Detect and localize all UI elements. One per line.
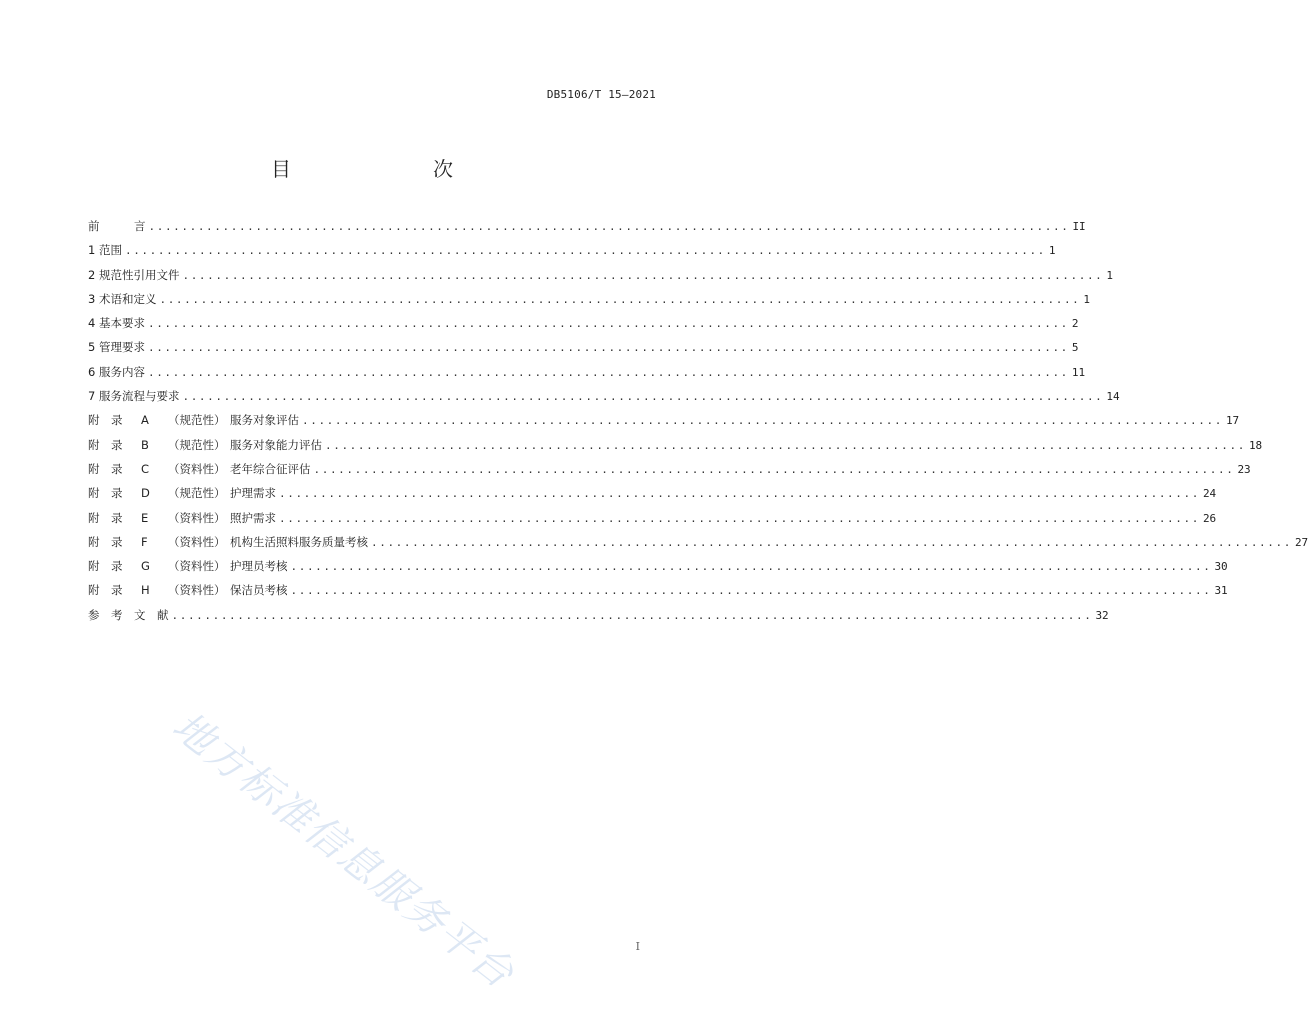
toc-page-number: 23 xyxy=(1237,462,1251,476)
toc-entry-annex-d[interactable] xyxy=(88,485,1217,509)
annex-word: 附 录 xyxy=(88,510,123,525)
toc-page-number: 18 xyxy=(1248,438,1263,452)
toc-page-number: 11 xyxy=(1071,365,1086,379)
annex-word: 附 录 xyxy=(88,413,123,428)
toc-leader-dots: ................................................................................................................ xyxy=(290,584,1212,598)
annex-word: 附 录 xyxy=(88,534,123,549)
toc-entry-label: 7 服务流程与要求 xyxy=(88,389,180,404)
toc-leader-dots: ................................................................................................................ xyxy=(371,535,1292,549)
annex-title: 照护需求 xyxy=(230,510,276,525)
annex-type: （规范性） xyxy=(168,486,226,501)
toc-entry-annex-g[interactable] xyxy=(88,558,1228,582)
toc-entry-basic-requirements[interactable] xyxy=(88,315,1079,339)
annex-letter: G xyxy=(141,559,150,574)
annex-word: 附 录 xyxy=(88,461,123,476)
annex-letter: A xyxy=(141,413,149,428)
annex-letter: F xyxy=(141,534,148,549)
toc-entry-label: 3 术语和定义 xyxy=(88,291,157,306)
annex-type: （资料性） xyxy=(168,461,226,476)
toc-entry-label: 前 言 xyxy=(88,219,146,233)
toc-leader-dots: ................................................................................................................ xyxy=(290,560,1212,574)
page-title: 目 次 xyxy=(271,157,487,181)
annex-type: （规范性） xyxy=(168,413,226,428)
toc-page-number: 1 xyxy=(1106,268,1114,282)
toc-entry-annex-h[interactable] xyxy=(88,582,1228,606)
toc-page-number: 1 xyxy=(1083,292,1091,306)
toc-entry-annex-f[interactable] xyxy=(88,534,1308,558)
toc-entry-scope[interactable] xyxy=(88,242,1056,266)
toc-entry-label xyxy=(88,412,299,428)
toc-entry-normative-references[interactable] xyxy=(88,267,1114,291)
toc-page-number: 24 xyxy=(1202,487,1217,501)
toc-leader-dots: ................................................................................................................ xyxy=(182,390,1104,404)
toc-entry-annex-a[interactable] xyxy=(88,412,1240,436)
toc-entry-label xyxy=(88,558,288,574)
annex-word: 附 录 xyxy=(88,559,123,574)
annex-type: （资料性） xyxy=(168,559,226,574)
toc-entry-label: 4 基本要求 xyxy=(88,316,145,331)
toc-leader-dots: ................................................................................................................ xyxy=(148,220,1070,233)
table-of-contents xyxy=(88,218,1308,631)
toc-entry-annex-b[interactable] xyxy=(88,437,1263,461)
toc-leader-dots: ................................................................................................................ xyxy=(159,292,1081,306)
toc-leader-dots: ................................................................................................................ xyxy=(124,244,1046,258)
toc-leader-dots: ................................................................................................................ xyxy=(279,511,1200,525)
toc-page-number: 1 xyxy=(1048,244,1056,258)
toc-page-number: 27 xyxy=(1294,535,1308,549)
toc-leader-dots: ................................................................................................................ xyxy=(147,341,1069,355)
toc-entry-label xyxy=(88,582,288,598)
toc-page-number: 31 xyxy=(1214,584,1228,598)
annex-title: 老年综合征评估 xyxy=(230,461,311,476)
toc-leader-dots: ................................................................................................................ xyxy=(313,462,1235,476)
toc-entry-terms[interactable] xyxy=(88,291,1091,315)
toc-entry-label: 1 范围 xyxy=(88,243,122,258)
toc-leader-dots: ................................................................................................................ xyxy=(147,365,1069,379)
toc-leader-dots: ................................................................................................................ xyxy=(302,414,1223,428)
toc-entry-label: 参 考 文 献 xyxy=(88,607,169,622)
toc-page-number: 32 xyxy=(1095,608,1109,622)
toc-entry-service-process[interactable] xyxy=(88,388,1120,412)
toc-page-number: 14 xyxy=(1106,390,1120,404)
toc-entry-label xyxy=(88,534,368,550)
annex-letter: H xyxy=(141,583,150,598)
annex-letter: D xyxy=(141,486,150,501)
toc-leader-dots: ................................................................................................................ xyxy=(325,438,1246,452)
toc-entry-annex-e[interactable] xyxy=(88,510,1217,534)
toc-entry-label: 2 规范性引用文件 xyxy=(88,267,180,282)
toc-entry-annex-c[interactable] xyxy=(88,461,1251,485)
annex-letter: C xyxy=(141,461,150,476)
toc-leader-dots: ................................................................................................................ xyxy=(171,608,1093,622)
annex-type: （资料性） xyxy=(168,583,226,598)
annex-word: 附 录 xyxy=(88,583,123,598)
toc-leader-dots: ................................................................................................................ xyxy=(279,487,1200,501)
annex-title: 机构生活照料服务质量考核 xyxy=(230,534,368,549)
toc-leader-dots: ................................................................................................................ xyxy=(147,317,1069,331)
annex-title: 保洁员考核 xyxy=(230,583,288,598)
page-number: I xyxy=(635,940,640,953)
toc-entry-management-requirements[interactable] xyxy=(88,339,1079,363)
toc-entry-label xyxy=(88,510,276,526)
annex-type: （资料性） xyxy=(168,510,226,525)
annex-type: （资料性） xyxy=(168,534,226,549)
annex-word: 附 录 xyxy=(88,486,123,501)
toc-leader-dots: ................................................................................................................ xyxy=(182,268,1104,282)
toc-entry-bibliography[interactable] xyxy=(88,607,1109,631)
toc-page-number: 30 xyxy=(1214,560,1228,574)
toc-entry-service-content[interactable] xyxy=(88,364,1086,388)
watermark: 地方标准信息服务平台 xyxy=(163,703,523,998)
toc-entry-label: 5 管理要求 xyxy=(88,340,145,355)
toc-entry-foreword[interactable] xyxy=(88,218,1086,242)
document-code: DB5106/T 15—2021 xyxy=(546,88,656,101)
annex-letter: E xyxy=(141,510,149,525)
toc-page-number: 5 xyxy=(1071,341,1079,355)
annex-title: 护理需求 xyxy=(230,486,276,501)
toc-page-number: 26 xyxy=(1202,511,1217,525)
annex-title: 服务对象能力评估 xyxy=(230,437,322,452)
annex-title: 护理员考核 xyxy=(230,559,288,574)
toc-page-number: 2 xyxy=(1071,317,1079,331)
toc-entry-label xyxy=(88,485,276,501)
toc-entry-label: 6 服务内容 xyxy=(88,364,145,379)
annex-word: 附 录 xyxy=(88,437,123,452)
annex-title: 服务对象评估 xyxy=(230,413,299,428)
annex-type: （规范性） xyxy=(168,437,226,452)
toc-page-number: II xyxy=(1072,220,1086,233)
toc-page-number: 17 xyxy=(1225,414,1240,428)
annex-letter: B xyxy=(141,437,149,452)
toc-entry-label xyxy=(88,437,322,453)
toc-entry-label xyxy=(88,461,311,477)
